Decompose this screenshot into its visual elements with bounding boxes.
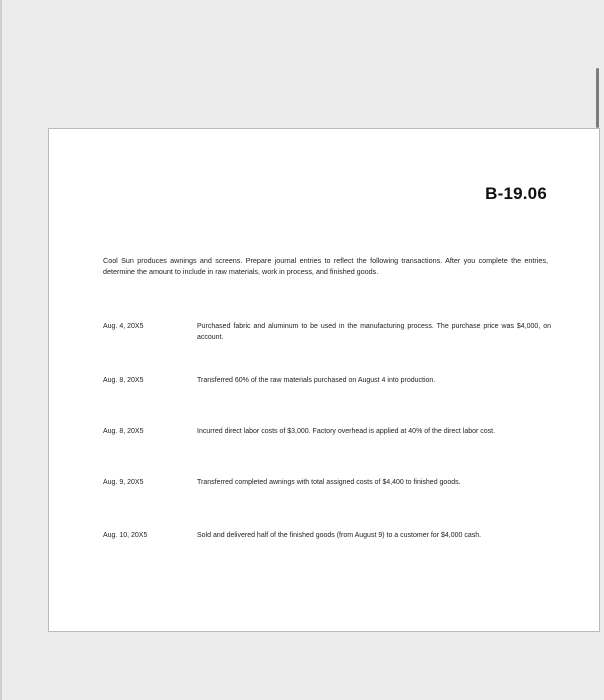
transaction-description: Sold and delivered half of the finished goods (from August 9) to a customer for $4,000 cash.: [197, 532, 482, 539]
transaction-row: [103, 321, 551, 361]
transaction-description: Incurred direct labor costs of $3,000. Factory overhead is applied at 40% of the direct labor cost.: [197, 428, 496, 435]
transaction-description: Transferred 60% of the raw materials purchased on August 4 into production.: [197, 377, 436, 384]
document-page: [48, 128, 600, 632]
transaction-description: Transferred completed awnings with total assigned costs of $4,400 to finished goods.: [197, 479, 461, 486]
transaction-description: Purchased fabric and aluminum to be used in the manufacturing process. The purchase price was $4,000, on account.: [197, 323, 551, 341]
transaction-row: [103, 375, 551, 415]
transaction-row: [103, 477, 551, 517]
scrollbar-thumb[interactable]: [596, 68, 599, 128]
viewer-background: [2, 0, 592, 128]
transaction-row: [103, 426, 551, 466]
transaction-date: Aug. 4, 20X5: [103, 323, 144, 330]
transaction-date: Aug. 8, 20X5: [103, 428, 144, 435]
transaction-row: [103, 530, 551, 570]
problem-intro: Cool Sun produces awnings and screens. Prepare journal entries to reflect the following transactions. After you complete the entries, determine the amount to include in raw materials, work in process, and finished goods.: [103, 256, 548, 276]
transaction-date: Aug. 8, 20X5: [103, 377, 144, 384]
transaction-date: Aug. 9, 20X5: [103, 479, 144, 486]
document-code: B-19.06: [485, 184, 547, 203]
transaction-date: Aug. 10, 20X5: [103, 532, 148, 539]
